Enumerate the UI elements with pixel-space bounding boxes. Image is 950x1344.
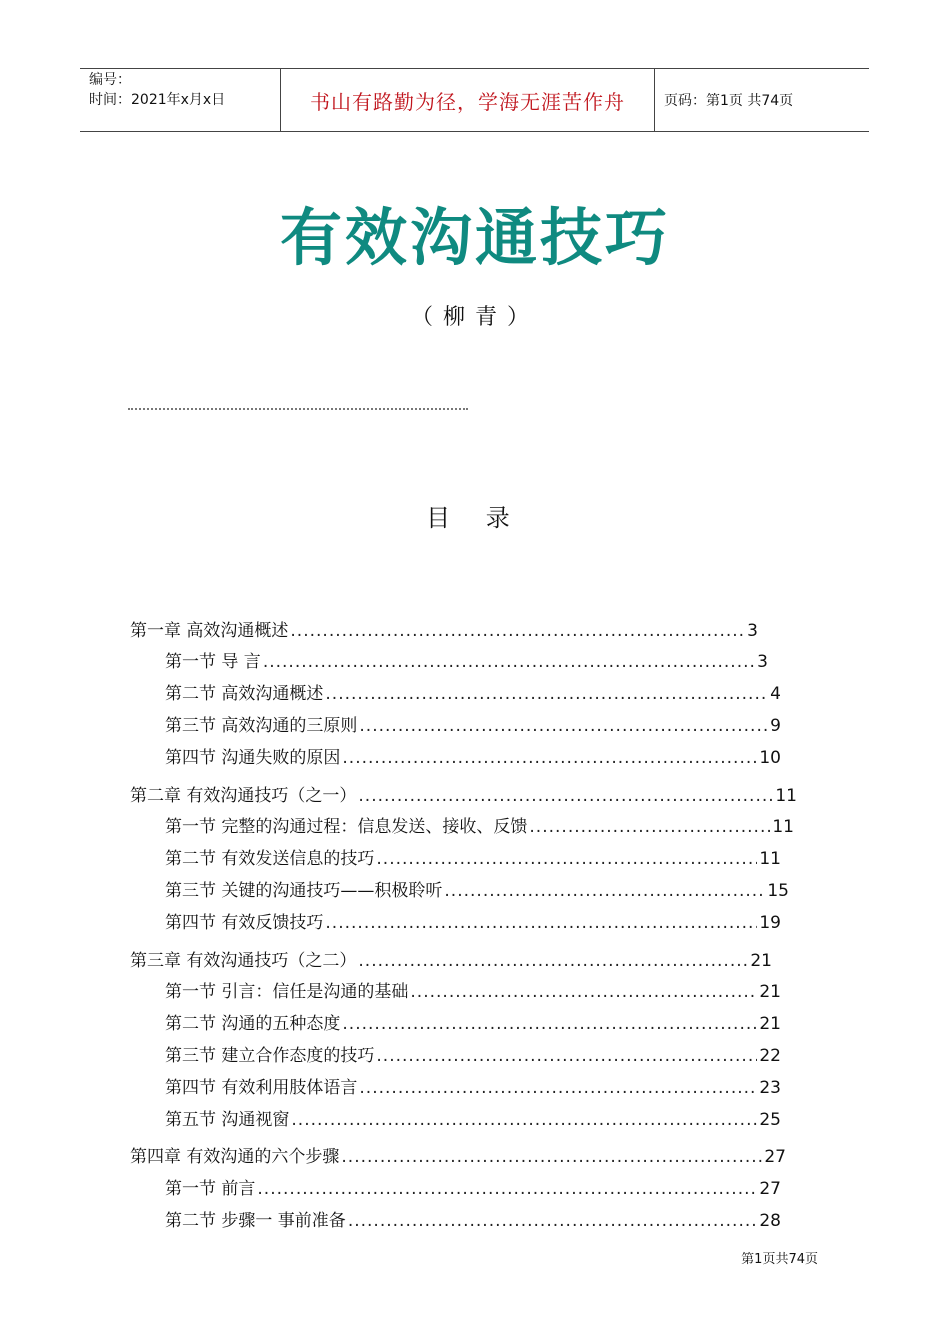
toc-entry <box>165 1174 781 1198</box>
toc-entry <box>165 1041 781 1065</box>
toc-page-number: 28 <box>759 1211 781 1231</box>
toc-page-number: 11 <box>772 817 794 837</box>
page-footer: 第1页共74页 <box>741 1252 818 1267</box>
toc-entry <box>165 908 781 932</box>
toc-page-number: 15 <box>767 881 789 901</box>
toc-chapter-label: 第一章 高效沟通概述 <box>130 621 289 641</box>
toc-leader-dots <box>348 1211 758 1231</box>
motto-text: 书山有路勤为径，学海无涯苦作舟 <box>310 89 625 114</box>
page-header <box>80 68 869 132</box>
toc-entry <box>165 647 768 671</box>
toc-chapter-label: 第二章 有效沟通技巧（之一） <box>130 786 357 806</box>
toc-leader-dots <box>410 982 757 1002</box>
toc-page-number: 3 <box>757 652 768 672</box>
toc-entry <box>165 679 781 703</box>
toc-leader-dots <box>257 1179 757 1199</box>
toc-leader-dots <box>341 1147 762 1167</box>
toc-section-label: 第三节 关键的沟通技巧——积极聆听 <box>165 881 443 901</box>
toc-leader-dots <box>358 786 773 806</box>
toc-leader-dots <box>376 1046 757 1066</box>
toc-page-number: 21 <box>750 951 772 971</box>
toc-entry <box>165 711 781 735</box>
toc-section-label: 第二节 有效发送信息的技巧 <box>165 849 375 869</box>
toc-section-label: 第二节 高效沟通概述 <box>165 684 324 704</box>
toc-page-number: 11 <box>759 849 781 869</box>
dotted-divider <box>128 408 468 410</box>
toc-entry <box>165 844 781 868</box>
toc-entry <box>130 616 758 640</box>
toc-entry <box>130 946 772 970</box>
time-label: 时间：2021年x月x日 <box>89 92 226 108</box>
toc-section-label: 第一节 导 言 <box>165 652 261 672</box>
toc-entry <box>165 1105 781 1129</box>
toc-section-label: 第一节 前言 <box>165 1179 256 1199</box>
toc-page-number: 3 <box>747 621 758 641</box>
header-motto-cell <box>280 69 655 131</box>
toc-page-number: 22 <box>759 1046 781 1066</box>
toc-page-number: 27 <box>764 1147 786 1167</box>
toc-page-number: 23 <box>759 1078 781 1098</box>
toc-page-number: 11 <box>775 786 797 806</box>
document-title: 有效沟通技巧 <box>279 201 670 274</box>
toc-heading: 目 录 <box>426 504 524 532</box>
toc-leader-dots <box>290 621 745 641</box>
toc-section-label: 第一节 完整的沟通过程：信息发送、接收、反馈 <box>165 817 528 837</box>
number-label: 编号： <box>89 72 131 88</box>
toc-leader-dots <box>358 951 748 971</box>
toc-section-label: 第四节 有效反馈技巧 <box>165 913 324 933</box>
toc-leader-dots <box>291 1110 757 1130</box>
toc-entry <box>165 743 781 767</box>
toc-page-number: 10 <box>759 748 781 768</box>
toc-page-number: 25 <box>759 1110 781 1130</box>
toc-page-number: 21 <box>759 982 781 1002</box>
toc-entry <box>165 1009 781 1033</box>
toc-section-label: 第五节 沟通视窗 <box>165 1110 290 1130</box>
toc-leader-dots <box>359 716 768 736</box>
toc-leader-dots <box>359 1078 757 1098</box>
toc-leader-dots <box>325 913 757 933</box>
toc-leader-dots <box>342 1014 757 1034</box>
toc-section-label: 第三节 建立合作态度的技巧 <box>165 1046 375 1066</box>
toc-section-label: 第四节 有效利用肢体语言 <box>165 1078 358 1098</box>
toc-section-label: 第四节 沟通失败的原因 <box>165 748 341 768</box>
toc-page-number: 27 <box>759 1179 781 1199</box>
toc-entry <box>165 812 794 836</box>
toc-leader-dots <box>444 881 765 901</box>
toc-leader-dots <box>529 817 770 837</box>
toc-entry <box>165 977 781 1001</box>
toc-section-label: 第一节 引言：信任是沟通的基础 <box>165 982 409 1002</box>
toc-section-label: 第三节 高效沟通的三原则 <box>165 716 358 736</box>
header-left-cell <box>80 69 280 131</box>
toc-section-label: 第二节 沟通的五种态度 <box>165 1014 341 1034</box>
toc-leader-dots <box>325 684 768 704</box>
toc-page-number: 9 <box>770 716 781 736</box>
toc-page-number: 19 <box>759 913 781 933</box>
toc-entry <box>165 1073 781 1097</box>
toc-entry <box>165 876 789 900</box>
toc-page-number: 21 <box>759 1014 781 1034</box>
toc-leader-dots <box>342 748 757 768</box>
document-author: （柳青） <box>410 305 539 330</box>
toc-leader-dots <box>263 652 755 672</box>
toc-entry <box>165 1206 781 1230</box>
page-code: 页码：第1页 共74页 <box>664 93 794 109</box>
toc-chapter-label: 第三章 有效沟通技巧（之二） <box>130 951 357 971</box>
toc-section-label: 第二节 步骤一 事前准备 <box>165 1211 346 1231</box>
toc-page-number: 4 <box>770 684 781 704</box>
toc-entry <box>130 1142 786 1166</box>
toc-chapter-label: 第四章 有效沟通的六个步骤 <box>130 1147 340 1167</box>
toc-leader-dots <box>376 849 757 869</box>
toc-entry <box>130 781 797 805</box>
header-right-cell <box>654 69 869 131</box>
